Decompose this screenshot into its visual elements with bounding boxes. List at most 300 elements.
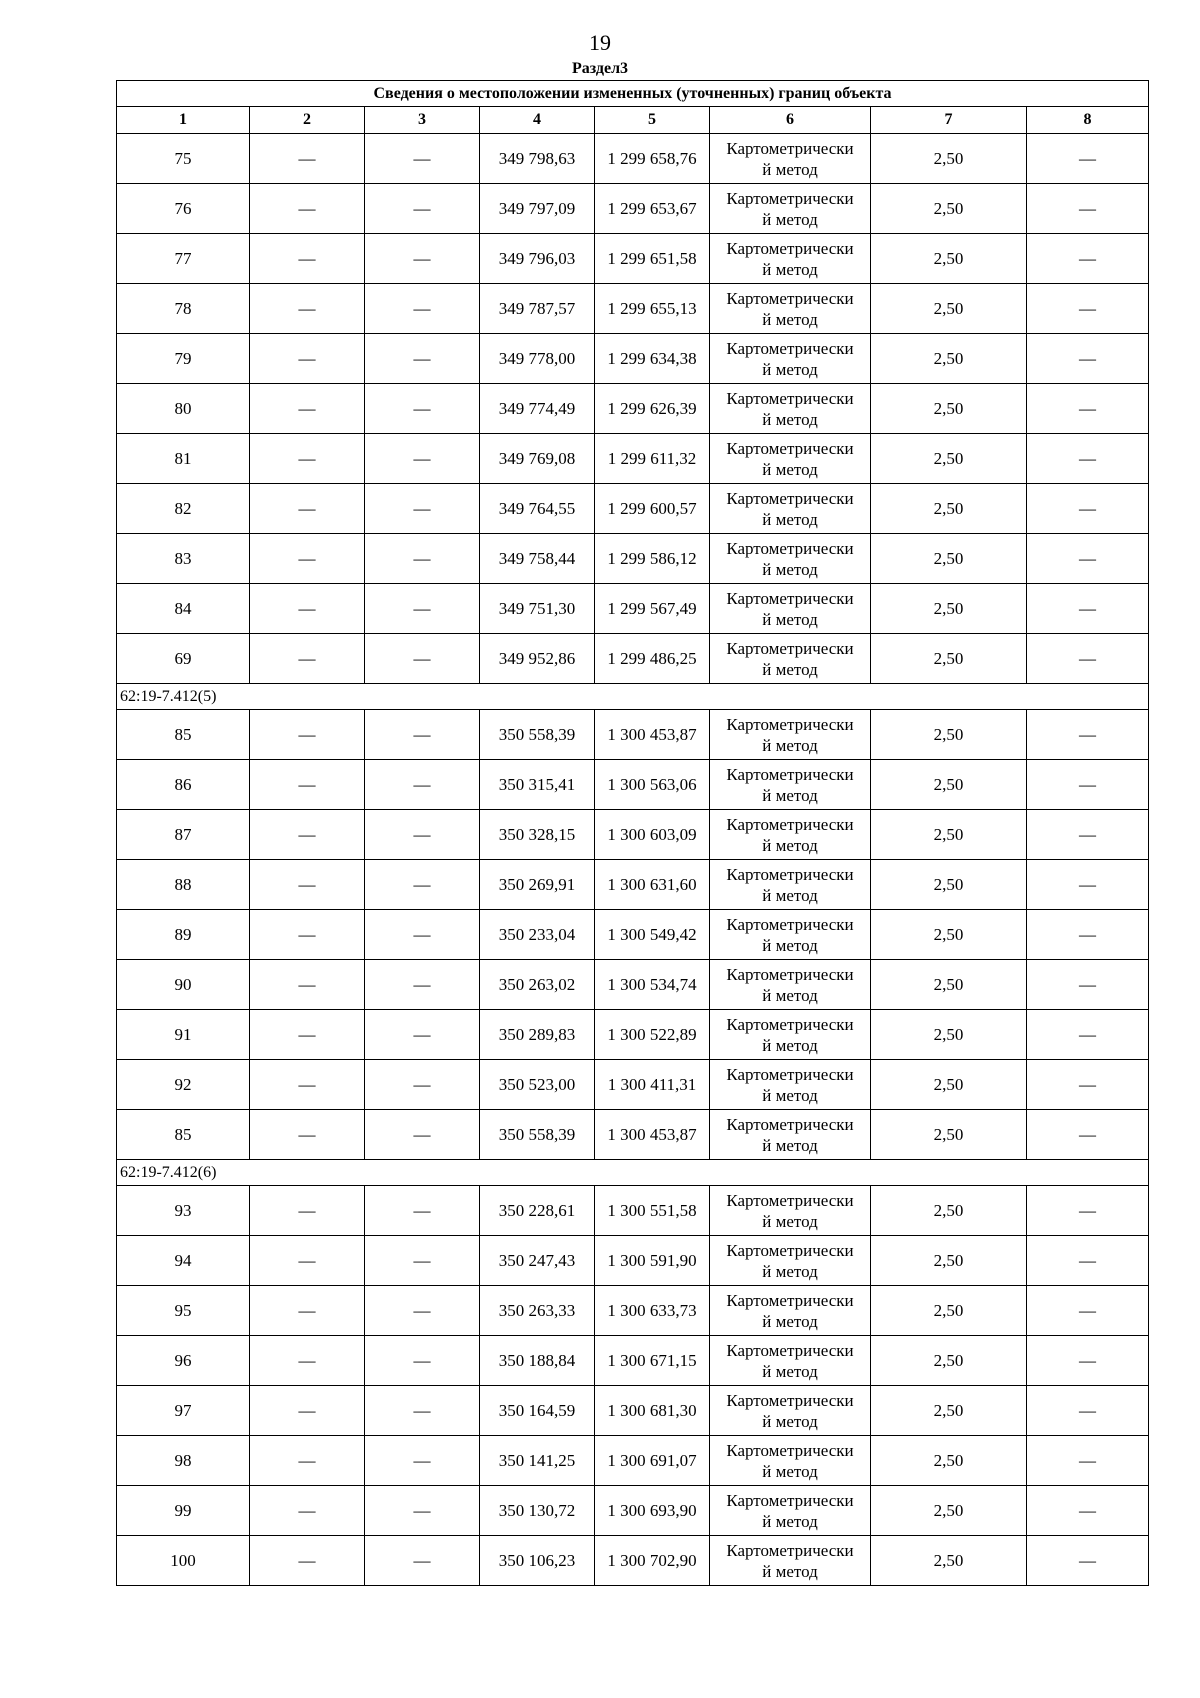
precision-cell: 2,50 — [871, 584, 1027, 634]
col2-cell: — — [250, 1010, 365, 1060]
y-coordinate-cell: 1 300 534,74 — [595, 960, 710, 1010]
method-cell — [710, 484, 871, 534]
y-coordinate-cell: 1 300 681,30 — [595, 1386, 710, 1436]
col2-cell: — — [250, 1060, 365, 1110]
col3-cell: — — [365, 1186, 480, 1236]
y-coordinate-cell: 1 300 551,58 — [595, 1186, 710, 1236]
method-cell — [710, 1286, 871, 1336]
precision-cell: 2,50 — [871, 134, 1027, 184]
table-row — [117, 1110, 1149, 1160]
method-line: й метод — [762, 1211, 818, 1231]
col3-cell: — — [365, 1436, 480, 1486]
method-line: й метод — [762, 559, 818, 579]
col3-cell: — — [365, 184, 480, 234]
col3-cell: — — [365, 1336, 480, 1386]
point-number-cell: 69 — [117, 634, 250, 684]
method-line: й метод — [762, 885, 818, 905]
method-line: Картометрически — [726, 1064, 854, 1084]
col8-cell: — — [1027, 534, 1149, 584]
col2-cell: — — [250, 960, 365, 1010]
method-cell — [710, 760, 871, 810]
method-cell — [710, 860, 871, 910]
table-row — [117, 1436, 1149, 1486]
method-line: Картометрически — [726, 714, 854, 734]
x-coordinate-cell: 349 797,09 — [480, 184, 595, 234]
method-cell — [710, 334, 871, 384]
point-number-cell: 81 — [117, 434, 250, 484]
method-line: й метод — [762, 935, 818, 955]
table-row — [117, 1010, 1149, 1060]
method-line: й метод — [762, 459, 818, 479]
col3-cell: — — [365, 584, 480, 634]
col2-cell: — — [250, 860, 365, 910]
col3-cell: — — [365, 434, 480, 484]
col3-cell: — — [365, 810, 480, 860]
precision-cell: 2,50 — [871, 634, 1027, 684]
col8-cell: — — [1027, 1010, 1149, 1060]
col8-cell: — — [1027, 860, 1149, 910]
method-line: й метод — [762, 159, 818, 179]
method-line: й метод — [762, 985, 818, 1005]
col2-cell: — — [250, 1110, 365, 1160]
table-row — [117, 134, 1149, 184]
col2-cell: — — [250, 234, 365, 284]
y-coordinate-cell: 1 300 633,73 — [595, 1286, 710, 1336]
y-coordinate-cell: 1 299 634,38 — [595, 334, 710, 384]
col8-cell: — — [1027, 1186, 1149, 1236]
col3-cell: — — [365, 1536, 480, 1586]
col8-cell: — — [1027, 1110, 1149, 1160]
point-number-cell: 92 — [117, 1060, 250, 1110]
table-row — [117, 434, 1149, 484]
method-line: Картометрически — [726, 238, 854, 258]
method-cell — [710, 1536, 871, 1586]
method-line: й метод — [762, 735, 818, 755]
y-coordinate-cell: 1 299 567,49 — [595, 584, 710, 634]
col2-cell: — — [250, 1536, 365, 1586]
precision-cell: 2,50 — [871, 434, 1027, 484]
point-number-cell: 75 — [117, 134, 250, 184]
table-row — [117, 910, 1149, 960]
x-coordinate-cell: 350 141,25 — [480, 1436, 595, 1486]
col8-cell: — — [1027, 1486, 1149, 1536]
x-coordinate-cell: 349 787,57 — [480, 284, 595, 334]
x-coordinate-cell: 349 952,86 — [480, 634, 595, 684]
y-coordinate-cell: 1 299 651,58 — [595, 234, 710, 284]
x-coordinate-cell: 350 247,43 — [480, 1236, 595, 1286]
method-cell — [710, 710, 871, 760]
y-coordinate-cell: 1 300 631,60 — [595, 860, 710, 910]
method-line: Картометрически — [726, 1014, 854, 1034]
col2-cell: — — [250, 534, 365, 584]
col2-cell: — — [250, 184, 365, 234]
col2-cell: — — [250, 284, 365, 334]
method-line: Картометрически — [726, 1114, 854, 1134]
x-coordinate-cell: 349 751,30 — [480, 584, 595, 634]
x-coordinate-cell: 349 778,00 — [480, 334, 595, 384]
method-cell — [710, 134, 871, 184]
method-line: Картометрически — [726, 1290, 854, 1310]
col2-cell: — — [250, 134, 365, 184]
column-number: 8 — [1027, 107, 1149, 134]
table-row — [117, 1236, 1149, 1286]
table-row — [117, 334, 1149, 384]
precision-cell: 2,50 — [871, 960, 1027, 1010]
method-line: Картометрически — [726, 964, 854, 984]
y-coordinate-cell: 1 300 671,15 — [595, 1336, 710, 1386]
col3-cell: — — [365, 384, 480, 434]
precision-cell: 2,50 — [871, 184, 1027, 234]
method-cell — [710, 1336, 871, 1386]
col2-cell: — — [250, 584, 365, 634]
method-line: й метод — [762, 659, 818, 679]
precision-cell: 2,50 — [871, 860, 1027, 910]
point-number-cell: 78 — [117, 284, 250, 334]
method-cell — [710, 634, 871, 684]
x-coordinate-cell: 350 130,72 — [480, 1486, 595, 1536]
table-body — [117, 134, 1149, 1586]
table-row — [117, 584, 1149, 634]
column-number: 2 — [250, 107, 365, 134]
point-number-cell: 86 — [117, 760, 250, 810]
method-line: Картометрически — [726, 488, 854, 508]
method-line: Картометрически — [726, 1190, 854, 1210]
y-coordinate-cell: 1 299 611,32 — [595, 434, 710, 484]
point-number-cell: 98 — [117, 1436, 250, 1486]
point-number-cell: 97 — [117, 1386, 250, 1436]
method-cell — [710, 234, 871, 284]
x-coordinate-cell: 350 263,33 — [480, 1286, 595, 1336]
precision-cell: 2,50 — [871, 484, 1027, 534]
y-coordinate-cell: 1 299 600,57 — [595, 484, 710, 534]
col3-cell: — — [365, 134, 480, 184]
col2-cell: — — [250, 1236, 365, 1286]
method-line: Картометрически — [726, 1440, 854, 1460]
method-cell — [710, 584, 871, 634]
group-label: 62:19-7.412(6) — [117, 1160, 1149, 1186]
method-line: й метод — [762, 209, 818, 229]
method-line: Картометрически — [726, 388, 854, 408]
col2-cell: — — [250, 434, 365, 484]
point-number-cell: 93 — [117, 1186, 250, 1236]
method-line: Картометрически — [726, 1340, 854, 1360]
method-cell — [710, 910, 871, 960]
y-coordinate-cell: 1 300 522,89 — [595, 1010, 710, 1060]
table-row — [117, 760, 1149, 810]
method-cell — [710, 384, 871, 434]
method-line: й метод — [762, 785, 818, 805]
table-row — [117, 234, 1149, 284]
col3-cell: — — [365, 634, 480, 684]
method-line: Картометрически — [726, 138, 854, 158]
column-number: 7 — [871, 107, 1027, 134]
x-coordinate-cell: 350 228,61 — [480, 1186, 595, 1236]
method-line: й метод — [762, 1261, 818, 1281]
table-row — [117, 1336, 1149, 1386]
col3-cell: — — [365, 1110, 480, 1160]
method-cell — [710, 810, 871, 860]
method-line: й метод — [762, 259, 818, 279]
col2-cell: — — [250, 1336, 365, 1386]
col3-cell: — — [365, 960, 480, 1010]
y-coordinate-cell: 1 300 549,42 — [595, 910, 710, 960]
col8-cell: — — [1027, 334, 1149, 384]
col3-cell: — — [365, 710, 480, 760]
method-line: й метод — [762, 1411, 818, 1431]
table-row — [117, 1060, 1149, 1110]
precision-cell: 2,50 — [871, 284, 1027, 334]
col8-cell: — — [1027, 960, 1149, 1010]
column-number: 3 — [365, 107, 480, 134]
method-line: Картометрически — [726, 338, 854, 358]
precision-cell: 2,50 — [871, 710, 1027, 760]
y-coordinate-cell: 1 300 693,90 — [595, 1486, 710, 1536]
col8-cell: — — [1027, 910, 1149, 960]
col2-cell: — — [250, 1286, 365, 1336]
col2-cell: — — [250, 710, 365, 760]
method-line: Картометрически — [726, 814, 854, 834]
table-row — [117, 960, 1149, 1010]
col8-cell: — — [1027, 634, 1149, 684]
method-line: й метод — [762, 1311, 818, 1331]
method-line: й метод — [762, 359, 818, 379]
table-caption: Сведения о местоположении измененных (уточненных) границ объекта — [117, 81, 1149, 107]
method-cell — [710, 184, 871, 234]
col8-cell: — — [1027, 384, 1149, 434]
col8-cell: — — [1027, 584, 1149, 634]
col8-cell: — — [1027, 1236, 1149, 1286]
method-line: й метод — [762, 609, 818, 629]
y-coordinate-cell: 1 300 603,09 — [595, 810, 710, 860]
precision-cell: 2,50 — [871, 1110, 1027, 1160]
column-number: 4 — [480, 107, 595, 134]
y-coordinate-cell: 1 300 453,87 — [595, 1110, 710, 1160]
method-line: Картометрически — [726, 1490, 854, 1510]
col2-cell: — — [250, 1486, 365, 1536]
col8-cell: — — [1027, 434, 1149, 484]
col3-cell: — — [365, 760, 480, 810]
method-line: й метод — [762, 1461, 818, 1481]
method-cell — [710, 434, 871, 484]
y-coordinate-cell: 1 299 655,13 — [595, 284, 710, 334]
column-number: 6 — [710, 107, 871, 134]
table-row — [117, 534, 1149, 584]
method-line: й метод — [762, 1361, 818, 1381]
y-coordinate-cell: 1 300 591,90 — [595, 1236, 710, 1286]
method-cell — [710, 960, 871, 1010]
method-cell — [710, 534, 871, 584]
x-coordinate-cell: 350 263,02 — [480, 960, 595, 1010]
page-number: 19 — [589, 30, 611, 55]
col3-cell: — — [365, 1386, 480, 1436]
precision-cell: 2,50 — [871, 534, 1027, 584]
col3-cell: — — [365, 334, 480, 384]
x-coordinate-cell: 350 558,39 — [480, 710, 595, 760]
method-cell — [710, 1010, 871, 1060]
col2-cell: — — [250, 484, 365, 534]
precision-cell: 2,50 — [871, 1436, 1027, 1486]
method-line: Картометрически — [726, 1540, 854, 1560]
col3-cell: — — [365, 1286, 480, 1336]
col2-cell: — — [250, 384, 365, 434]
precision-cell: 2,50 — [871, 1336, 1027, 1386]
col2-cell: — — [250, 760, 365, 810]
point-number-cell: 80 — [117, 384, 250, 434]
table-row — [117, 284, 1149, 334]
x-coordinate-cell: 349 796,03 — [480, 234, 595, 284]
precision-cell: 2,50 — [871, 1386, 1027, 1436]
col8-cell: — — [1027, 1536, 1149, 1586]
method-line: й метод — [762, 409, 818, 429]
x-coordinate-cell: 350 188,84 — [480, 1336, 595, 1386]
method-line: й метод — [762, 1511, 818, 1531]
x-coordinate-cell: 349 764,55 — [480, 484, 595, 534]
y-coordinate-cell: 1 299 658,76 — [595, 134, 710, 184]
column-number: 5 — [595, 107, 710, 134]
group-label: 62:19-7.412(5) — [117, 684, 1149, 710]
y-coordinate-cell: 1 299 626,39 — [595, 384, 710, 434]
table-row — [117, 1536, 1149, 1586]
y-coordinate-cell: 1 300 411,31 — [595, 1060, 710, 1110]
method-line: Картометрически — [726, 764, 854, 784]
y-coordinate-cell: 1 300 453,87 — [595, 710, 710, 760]
precision-cell: 2,50 — [871, 1060, 1027, 1110]
method-line: й метод — [762, 1085, 818, 1105]
method-line: й метод — [762, 509, 818, 529]
precision-cell: 2,50 — [871, 810, 1027, 860]
col8-cell: — — [1027, 710, 1149, 760]
x-coordinate-cell: 350 558,39 — [480, 1110, 595, 1160]
col3-cell: — — [365, 534, 480, 584]
group-row — [117, 1160, 1149, 1186]
col8-cell: — — [1027, 1386, 1149, 1436]
method-cell — [710, 1236, 871, 1286]
method-line: й метод — [762, 309, 818, 329]
table-row — [117, 184, 1149, 234]
col3-cell: — — [365, 1486, 480, 1536]
precision-cell: 2,50 — [871, 1010, 1027, 1060]
point-number-cell: 84 — [117, 584, 250, 634]
col8-cell: — — [1027, 810, 1149, 860]
x-coordinate-cell: 350 233,04 — [480, 910, 595, 960]
method-cell — [710, 1110, 871, 1160]
col3-cell: — — [365, 1010, 480, 1060]
table-row — [117, 484, 1149, 534]
col2-cell: — — [250, 1386, 365, 1436]
point-number-cell: 94 — [117, 1236, 250, 1286]
precision-cell: 2,50 — [871, 1286, 1027, 1336]
col2-cell: — — [250, 334, 365, 384]
col3-cell: — — [365, 860, 480, 910]
precision-cell: 2,50 — [871, 384, 1027, 434]
table-row — [117, 710, 1149, 760]
x-coordinate-cell: 349 769,08 — [480, 434, 595, 484]
x-coordinate-cell: 350 106,23 — [480, 1536, 595, 1586]
col3-cell: — — [365, 1236, 480, 1286]
method-line: й метод — [762, 835, 818, 855]
point-number-cell: 82 — [117, 484, 250, 534]
method-line: Картометрически — [726, 1390, 854, 1410]
x-coordinate-cell: 350 328,15 — [480, 810, 595, 860]
table-row — [117, 1186, 1149, 1236]
col8-cell: — — [1027, 760, 1149, 810]
method-line: Картометрически — [726, 538, 854, 558]
precision-cell: 2,50 — [871, 760, 1027, 810]
col8-cell: — — [1027, 284, 1149, 334]
point-number-cell: 77 — [117, 234, 250, 284]
point-number-cell: 89 — [117, 910, 250, 960]
method-line: й метод — [762, 1035, 818, 1055]
col8-cell: — — [1027, 1436, 1149, 1486]
point-number-cell: 91 — [117, 1010, 250, 1060]
point-number-cell: 85 — [117, 1110, 250, 1160]
col2-cell: — — [250, 634, 365, 684]
method-line: Картометрически — [726, 1240, 854, 1260]
y-coordinate-cell: 1 299 653,67 — [595, 184, 710, 234]
method-line: Картометрически — [726, 188, 854, 208]
table-row — [117, 810, 1149, 860]
col8-cell: — — [1027, 1060, 1149, 1110]
table-row — [117, 1386, 1149, 1436]
table-row — [117, 1486, 1149, 1536]
method-line: й метод — [762, 1561, 818, 1581]
method-cell — [710, 1386, 871, 1436]
method-cell — [710, 284, 871, 334]
table-row — [117, 634, 1149, 684]
col2-cell: — — [250, 1436, 365, 1486]
precision-cell: 2,50 — [871, 1186, 1027, 1236]
point-number-cell: 99 — [117, 1486, 250, 1536]
col8-cell: — — [1027, 184, 1149, 234]
point-number-cell: 90 — [117, 960, 250, 1010]
x-coordinate-cell: 350 289,83 — [480, 1010, 595, 1060]
method-line: й метод — [762, 1135, 818, 1155]
y-coordinate-cell: 1 300 563,06 — [595, 760, 710, 810]
y-coordinate-cell: 1 299 486,25 — [595, 634, 710, 684]
x-coordinate-cell: 350 164,59 — [480, 1386, 595, 1436]
col2-cell: — — [250, 910, 365, 960]
x-coordinate-cell: 349 774,49 — [480, 384, 595, 434]
col8-cell: — — [1027, 234, 1149, 284]
method-line: Картометрически — [726, 864, 854, 884]
x-coordinate-cell: 350 315,41 — [480, 760, 595, 810]
col3-cell: — — [365, 1060, 480, 1110]
method-line: Картометрически — [726, 588, 854, 608]
table-row — [117, 1286, 1149, 1336]
point-number-cell: 100 — [117, 1536, 250, 1586]
coordinates-table — [116, 80, 1149, 1586]
section-title: Раздел3 — [571, 60, 629, 77]
point-number-cell: 76 — [117, 184, 250, 234]
method-line: Картометрически — [726, 438, 854, 458]
method-line: Картометрически — [726, 914, 854, 934]
y-coordinate-cell: 1 300 702,90 — [595, 1536, 710, 1586]
col3-cell: — — [365, 234, 480, 284]
table-row — [117, 860, 1149, 910]
col3-cell: — — [365, 284, 480, 334]
col3-cell: — — [365, 484, 480, 534]
method-cell — [710, 1186, 871, 1236]
col8-cell: — — [1027, 1286, 1149, 1336]
point-number-cell: 88 — [117, 860, 250, 910]
point-number-cell: 96 — [117, 1336, 250, 1386]
col8-cell: — — [1027, 1336, 1149, 1386]
point-number-cell: 95 — [117, 1286, 250, 1336]
method-line: Картометрически — [726, 638, 854, 658]
column-number: 1 — [117, 107, 250, 134]
y-coordinate-cell: 1 299 586,12 — [595, 534, 710, 584]
method-cell — [710, 1060, 871, 1110]
